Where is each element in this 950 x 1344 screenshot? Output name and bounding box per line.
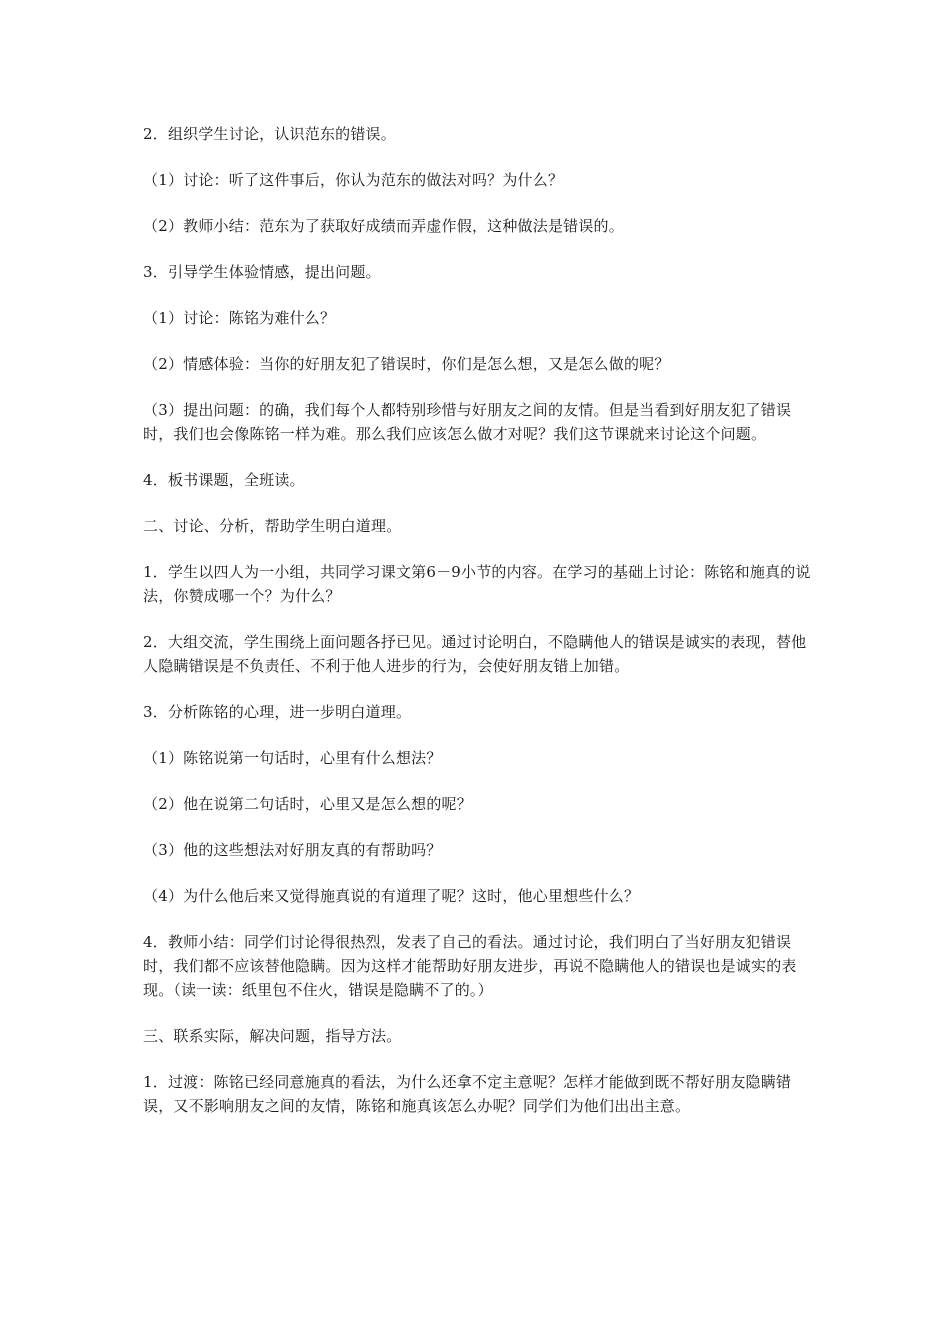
paragraph: 3．引导学生体验情感，提出问题。 [143, 263, 381, 281]
paragraph: （2）情感体验：当你的好朋友犯了错误时，你们是怎么想，又是怎么做的呢？ [143, 355, 670, 373]
document-body [143, 122, 811, 1140]
paragraph: （2）他在说第二句话时，心里又是怎么想的呢？ [143, 795, 472, 813]
paragraph: （2）教师小结：范东为了获取好成绩而弄虚作假，这种做法是错误的。 [143, 217, 624, 235]
paragraph: 1．学生以四人为一小组，共同学习课文第6－9小节的内容。在学习的基础上讨论：陈铭和施真的说法，你赞成哪一个？为什么？ [143, 563, 811, 605]
paragraph: 2．大组交流，学生围绕上面问题各抒已见。通过讨论明白，不隐瞒他人的错误是诚实的表现，替他人隐瞒错误是不负责任、不利于他人进步的行为，会使好朋友错上加错。 [143, 633, 807, 675]
paragraph: （3）他的这些想法对好朋友真的有帮助吗？ [143, 841, 442, 859]
paragraph: 3．分析陈铭的心理，进一步明白道理。 [143, 703, 412, 721]
paragraph: （1）讨论：听了这件事后，你认为范东的做法对吗？为什么？ [143, 171, 564, 189]
paragraph: （1）讨论：陈铭为难什么？ [143, 309, 336, 327]
section-heading: 三、联系实际，解决问题，指导方法。 [143, 1027, 402, 1045]
paragraph: 4．板书课题，全班读。 [143, 471, 305, 489]
paragraph: 4．教师小结：同学们讨论得很热烈，发表了自己的看法。通过讨论，我们明白了当好朋友犯错误时，我们都不应该替他隐瞒。因为这样才能帮助好朋友进步，再说不隐瞒他人的错误也是诚实的表现。（读一读：纸里包不住火，错误是隐瞒不了的。） [143, 933, 797, 999]
paragraph: （4）为什么他后来又觉得施真说的有道理了呢？这时，他心里想些什么？ [143, 887, 640, 905]
paragraph: （1）陈铭说第一句话时，心里有什么想法？ [143, 749, 442, 767]
paragraph: （3）提出问题：的确，我们每个人都特别珍惜与好朋友之间的友情。但是当看到好朋友犯了错误时，我们也会像陈铭一样为难。那么我们应该怎么做才对呢？我们这节课就来讨论这个问题。 [143, 401, 792, 443]
paragraph: 1．过渡：陈铭已经同意施真的看法，为什么还拿不定主意呢？怎样才能做到既不帮好朋友隐瞒错误，又不影响朋友之间的友情，陈铭和施真该怎么办呢？同学们为他们出出主意。 [143, 1073, 792, 1115]
section-heading: 二、讨论、分析，帮助学生明白道理。 [143, 517, 402, 535]
paragraph: 2．组织学生讨论，认识范东的错误。 [143, 125, 396, 143]
